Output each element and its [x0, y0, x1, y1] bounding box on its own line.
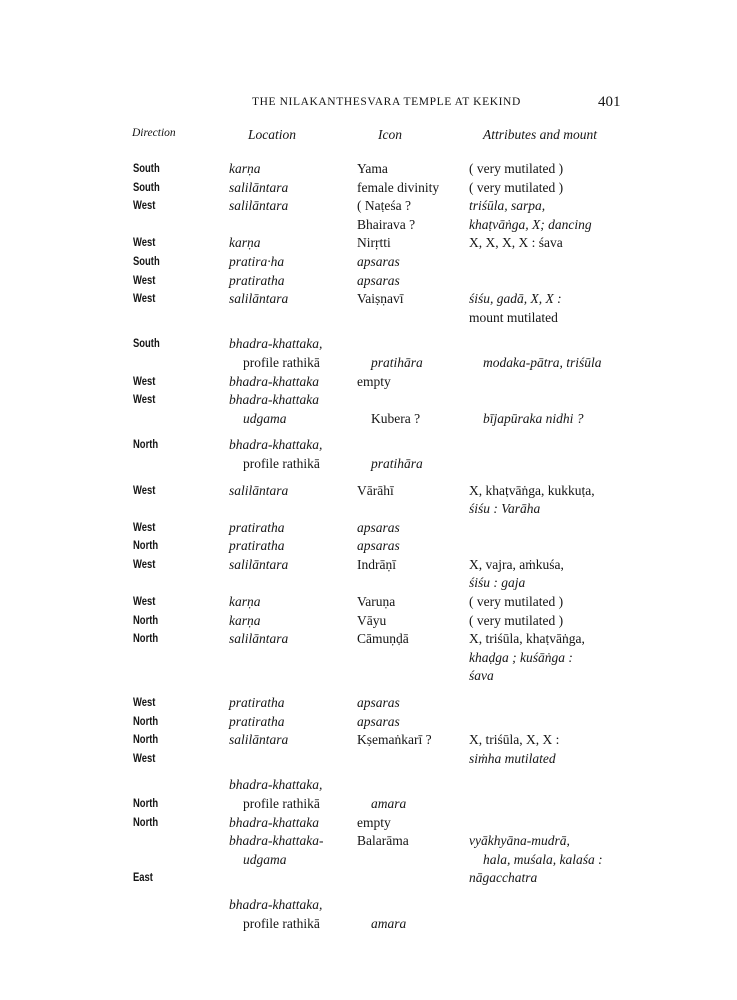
icon-cell: empty [357, 814, 391, 830]
table-row [0, 896, 737, 915]
icon-cell: apsaras [357, 253, 400, 269]
table-row [0, 667, 737, 686]
location-cell: profile rathikā [243, 915, 320, 931]
location-cell: pratiratha [229, 519, 285, 535]
table-row [0, 197, 737, 216]
location-cell: salilāntara [229, 198, 289, 214]
table-row [0, 593, 737, 612]
attributes-cell: X, triśūla, khaṭvāṅga, [469, 631, 585, 647]
attributes-cell: X, vajra, aṁkuśa, [469, 556, 564, 572]
direction-cell: North [133, 540, 159, 553]
table-row [0, 832, 737, 851]
icon-cell: Yama [357, 161, 388, 176]
direction-cell: West [133, 558, 156, 571]
icon-cell: Bhairava ? [357, 216, 416, 232]
icon-cell: Vārāhī [357, 482, 394, 498]
icon-cell: apsaras [357, 538, 400, 554]
attributes-cell: śiśu : Varāha [469, 501, 541, 517]
table-row [0, 630, 737, 649]
table-row [0, 373, 737, 392]
attributes-cell: X, X, X, X : śava [469, 235, 563, 251]
icon-cell: pratihāra [371, 455, 423, 471]
location-cell: pratiratha [229, 272, 285, 288]
table-row [0, 335, 737, 354]
attributes-cell: X, triśūla, X, X : [469, 732, 560, 748]
location-cell: karṇa [229, 612, 261, 628]
attributes-cell: śiśu, gadā, X, X : [469, 291, 562, 307]
location-cell: salilāntara [229, 291, 289, 307]
location-cell: salilāntara [229, 732, 289, 748]
icon-cell: Kṣemaṅkarī ? [357, 732, 432, 748]
location-cell: pratiratha [229, 695, 285, 711]
direction-cell: South [133, 181, 160, 194]
table-row [0, 713, 737, 732]
direction-cell: North [133, 614, 159, 627]
column-header-icon: Icon [378, 127, 402, 142]
location-cell: pratira·ha [229, 253, 285, 269]
icon-table [0, 160, 737, 933]
location-cell: karṇa [229, 161, 261, 176]
icon-cell: apsaras [357, 272, 400, 288]
location-cell: bhadra-khattaka, [229, 896, 323, 912]
location-cell: pratiratha [229, 538, 285, 554]
table-row [0, 253, 737, 272]
attributes-cell: ( very mutilated ) [469, 161, 564, 176]
page-number: 401 [598, 94, 621, 110]
location-cell: bhadra-khattaka [229, 392, 319, 408]
location-cell: bhadra-khattaka, [229, 777, 323, 793]
location-cell: bhadra-khattaka, [229, 336, 323, 352]
direction-cell: North [133, 734, 159, 747]
attributes-cell: triśūla, sarpa, [469, 198, 546, 214]
table-row [0, 179, 737, 198]
table-row [0, 556, 737, 575]
table-row [0, 776, 737, 795]
icon-cell: amara [371, 796, 407, 811]
running-title: THE NILAKANTHESVARA TEMPLE AT KEKIND [252, 96, 521, 108]
location-cell: profile rathikā [243, 796, 320, 811]
direction-cell: South [133, 163, 160, 175]
location-cell: karṇa [229, 235, 261, 251]
attributes-cell: mount mutilated [469, 309, 558, 325]
icon-cell: apsaras [357, 695, 400, 711]
location-cell: karṇa [229, 594, 261, 610]
location-cell: pratiratha [229, 713, 285, 729]
direction-cell: North [133, 633, 159, 646]
table-row [0, 750, 737, 769]
direction-cell: West [133, 293, 156, 306]
direction-cell: West [133, 200, 156, 213]
icon-cell: apsaras [357, 519, 400, 535]
attributes-cell: nāgacchatra [469, 870, 538, 886]
table-row [0, 500, 737, 519]
icon-cell: Varuṇa [357, 594, 396, 610]
table-row [0, 851, 737, 870]
table-row [0, 160, 737, 179]
direction-cell: South [133, 338, 160, 351]
icon-cell: Kubera ? [371, 410, 421, 426]
attributes-cell: khaṭvāṅga, X; dancing [469, 216, 592, 232]
table-row [0, 234, 737, 253]
icon-cell: Cāmuṇḍā [357, 631, 409, 647]
attributes-cell: bījapūraka nidhi ? [483, 410, 584, 426]
attributes-cell: modaka-pātra, triśūla [483, 354, 602, 370]
direction-cell: North [133, 715, 159, 728]
table-row [0, 814, 737, 833]
table-row [0, 869, 737, 888]
table-row [0, 290, 737, 309]
attributes-cell: ( very mutilated ) [469, 594, 564, 610]
attributes-cell: śiśu : gaja [469, 575, 526, 591]
attributes-cell: ( very mutilated ) [469, 612, 564, 628]
location-cell: salilāntara [229, 631, 289, 647]
location-cell: salilāntara [229, 556, 289, 572]
icon-cell: Vāyu [357, 612, 387, 628]
attributes-cell: khaḍga ; kuśāṅga : [469, 649, 573, 665]
icon-cell: Nirṛtti [357, 235, 391, 251]
direction-cell: North [133, 798, 159, 810]
attributes-cell: hala, muśala, kalaśa : [483, 851, 603, 867]
table-row [0, 482, 737, 501]
location-cell: profile rathikā [243, 354, 320, 370]
column-header-attributes: Attributes and mount [483, 127, 597, 142]
attributes-cell: vyākhyāna-mudrā, [469, 833, 570, 849]
location-cell: salilāntara [229, 482, 289, 498]
table-row [0, 410, 737, 429]
location-cell: bhadra-khattaka [229, 373, 319, 389]
table-row [0, 915, 737, 934]
location-cell: profile rathikā [243, 455, 320, 471]
direction-cell: East [133, 872, 153, 885]
location-cell: salilāntara [229, 179, 289, 195]
direction-cell: West [133, 375, 156, 388]
table-row [0, 649, 737, 668]
direction-cell: South [133, 255, 160, 268]
icon-cell: female divinity [357, 179, 440, 195]
icon-cell: apsaras [357, 713, 400, 729]
table-row [0, 537, 737, 556]
direction-cell: West [133, 394, 156, 407]
direction-cell: West [133, 274, 156, 287]
direction-cell: West [133, 697, 156, 710]
direction-cell: West [133, 596, 156, 609]
table-row [0, 574, 737, 593]
table-row [0, 272, 737, 291]
location-cell: bhadra-khattaka [229, 814, 319, 830]
table-row [0, 612, 737, 631]
icon-cell: amara [371, 915, 407, 931]
column-header-location: Location [248, 127, 297, 142]
icon-cell: Vaiṣṇavī [357, 291, 404, 307]
table-row [0, 694, 737, 713]
table-row [0, 436, 737, 455]
table-row [0, 309, 737, 328]
icon-cell: empty [357, 373, 391, 389]
location-cell: bhadra-khattaka- [229, 833, 324, 849]
attributes-cell: siṁha mutilated [469, 750, 556, 766]
column-header-direction: Direction [132, 127, 176, 139]
direction-cell: West [133, 752, 156, 765]
table-row [0, 455, 737, 474]
icon-cell: pratihāra [371, 354, 423, 370]
direction-cell: North [133, 816, 159, 829]
attributes-cell: X, khaṭvāṅga, kukkuṭa, [469, 482, 595, 498]
direction-cell: West [133, 237, 156, 250]
table-row [0, 354, 737, 373]
icon-cell: Indrāṇī [357, 556, 396, 572]
direction-cell: North [133, 439, 159, 452]
icon-cell: Balarāma [357, 833, 409, 849]
location-cell: udgama [243, 410, 287, 426]
direction-cell: West [133, 521, 156, 534]
table-row [0, 795, 737, 814]
table-row [0, 391, 737, 410]
table-row [0, 519, 737, 538]
attributes-cell: śava [469, 668, 494, 684]
location-cell: bhadra-khattaka, [229, 437, 323, 453]
location-cell: udgama [243, 851, 287, 867]
direction-cell: West [133, 484, 156, 497]
table-row [0, 731, 737, 750]
table-row [0, 216, 737, 235]
icon-cell: ( Naṭeśa ? [357, 198, 411, 214]
attributes-cell: ( very mutilated ) [469, 179, 564, 195]
